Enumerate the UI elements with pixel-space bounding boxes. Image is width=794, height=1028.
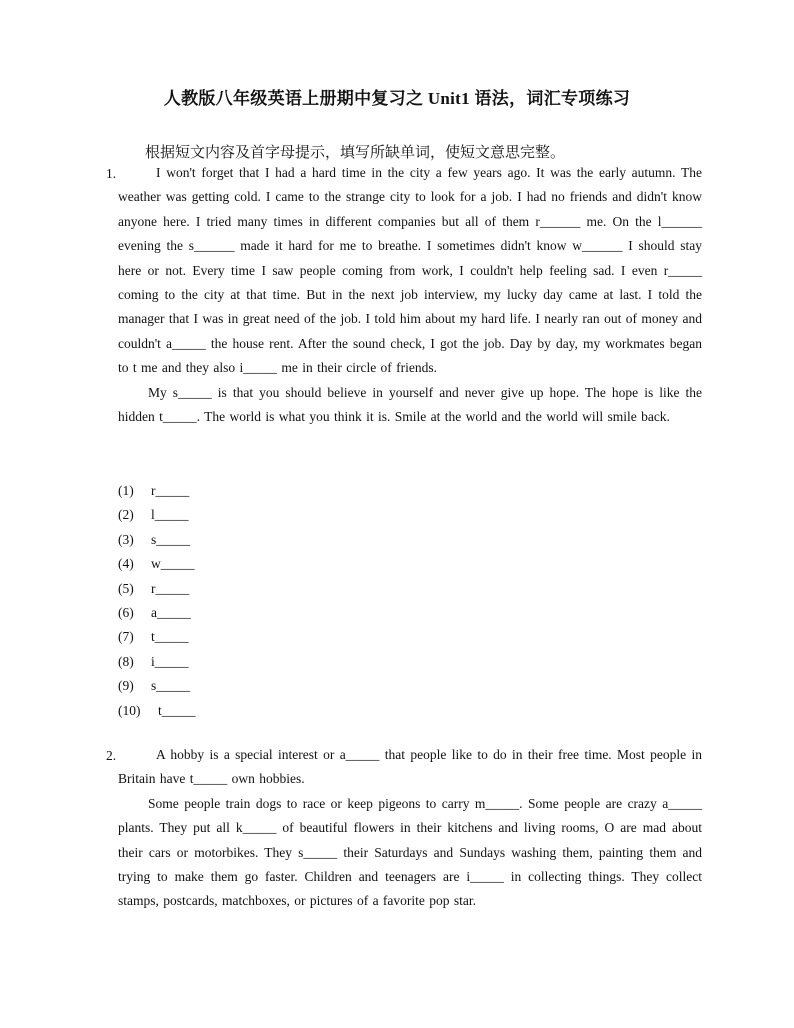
answer-item[interactable]	[118, 528, 196, 552]
question-2-number: 2.	[106, 748, 117, 763]
answer-item[interactable]	[118, 674, 196, 698]
instruction-text: 根据短文内容及首字母提示，填写所缺单词，使短文意思完整。	[145, 145, 566, 161]
answer-number: (2)	[118, 507, 134, 523]
answer-item[interactable]	[118, 601, 196, 625]
answer-number: (8)	[118, 653, 134, 669]
answer-blank[interactable]: l_____	[151, 507, 189, 523]
answer-number: (5)	[118, 580, 134, 596]
answer-number: (3)	[118, 531, 134, 547]
answer-blank[interactable]: r_____	[151, 483, 190, 498]
answer-item[interactable]	[118, 552, 196, 576]
answer-number: (9)	[118, 678, 134, 694]
answer-item[interactable]	[118, 479, 196, 503]
answer-number: (10)	[118, 702, 141, 718]
answer-blank[interactable]: t_____	[151, 629, 189, 645]
answer-blank[interactable]: a_____	[151, 605, 191, 621]
question-1-paragraph-2: My s_____ is that you should believe in yourself and never give up hope. The hope is like the hidden t_____. The world is what you think it is. Smile at the world and the world will smile back.	[118, 384, 702, 425]
question-2-paragraph-2: Some people train dogs to race or keep pigeons to carry m_____. Some people are crazy a_____ plants. They put all k_____ of beautiful flowers in their kitchens and living rooms, O are mad about their cars or motorbikes. They s_____ their Saturdays and Sundays washing them, painting them and trying to make them go faster. Children and teenagers are i_____ in collecting things. They collect stamps, postcards, matchboxes, or pictures of a favorite pop star.	[118, 795, 702, 909]
question-1-number: 1.	[106, 166, 117, 181]
answer-blank[interactable]: t_____	[158, 702, 196, 718]
answer-blank[interactable]: i_____	[151, 653, 189, 669]
question-1-passage	[118, 161, 702, 429]
answer-blank[interactable]: w_____	[151, 556, 195, 572]
question-2-paragraph-1: A hobby is a special interest or a_____ that people like to do in their free time. Most people in Britain have t_____ own hobbies.	[118, 747, 702, 787]
page-title: 人教版八年级英语上册期中复习之 Unit1 语法，词汇专项练习	[163, 89, 631, 108]
answer-blank[interactable]: s_____	[151, 531, 191, 547]
question-2-passage	[118, 743, 702, 914]
question-1-answer-list	[118, 479, 196, 723]
answer-item[interactable]	[118, 625, 196, 649]
answer-item[interactable]	[118, 503, 196, 527]
answer-item[interactable]	[118, 577, 196, 601]
question-1-paragraph-1: I won't forget that I had a hard time in the city a few years ago. It was the early autumn. The weather was getting cold. I came to the strange city to look for a job. I had no friends and didn't know anyone here. I tried many times in different companies but all of them r______ me. On the l______ evening the s______ made it hard for me to breathe. I sometimes didn't know w______ I should stay here or not. Every time I saw people coming from work, I couldn't help feeling sad. I even r_____ coming to the city at that time. But in the next job interview, my lucky day came at last. I told the manager that I was in great need of the job. I told him about my hard life. I nearly ran out of money and couldn't a_____ the house rent. After the sound check, I got the job. Day by day, my workmates began to t me and they also i_____ me in their circle of friends.	[118, 165, 702, 376]
answer-item[interactable]	[118, 699, 196, 723]
answer-number: (1)	[118, 483, 134, 498]
answer-number: (7)	[118, 629, 134, 645]
answer-blank[interactable]: s_____	[151, 678, 191, 694]
answer-number: (6)	[118, 605, 134, 621]
answer-number: (4)	[118, 556, 134, 572]
answer-item[interactable]	[118, 650, 196, 674]
answer-blank[interactable]: r_____	[151, 580, 190, 596]
